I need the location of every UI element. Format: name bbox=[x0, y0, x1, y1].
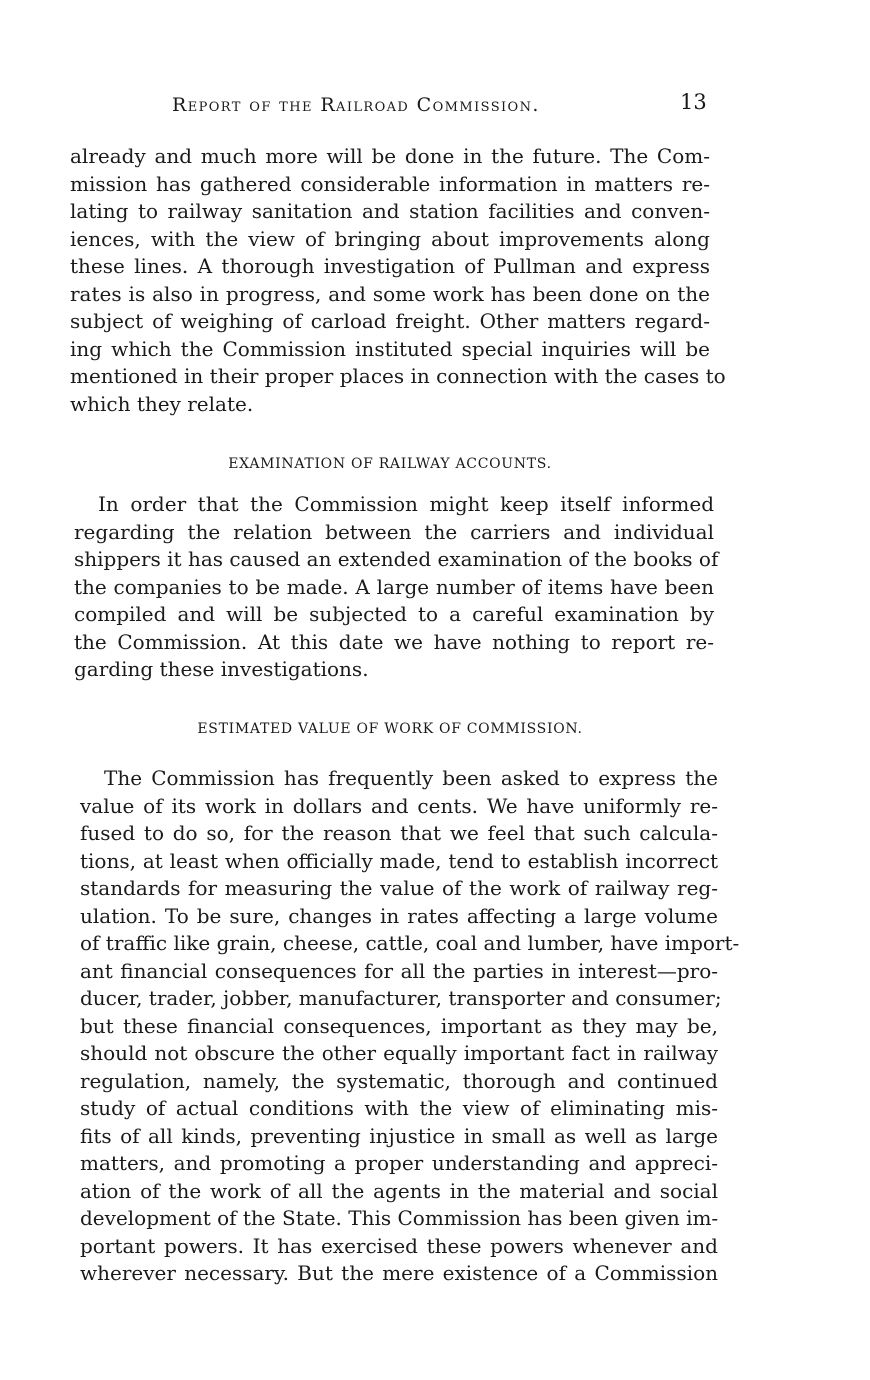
text-line: the companies to be made. A large number of items have been bbox=[74, 574, 714, 599]
paragraph-railway-accounts bbox=[74, 491, 719, 684]
text-line: fits of all kinds, preventing injustice in small as well as large bbox=[80, 1123, 718, 1148]
text-line: iences, with the view of bringing about improvements along bbox=[70, 226, 710, 251]
text-line: The Commission has frequently been asked to express the bbox=[104, 766, 718, 790]
text-line: regarding the relation between the carriers and individual bbox=[74, 519, 714, 544]
page-number: 13 bbox=[680, 90, 707, 114]
text-line: ducer, trader, jobber, manufacturer, transporter and consumer; bbox=[80, 986, 722, 1010]
text-line: should not obscure the other equally important fact in railway bbox=[80, 1041, 718, 1065]
text-line: matters, and promoting a proper understanding and appreci- bbox=[80, 1151, 718, 1175]
text-line: study of actual conditions with the view of eliminating mis- bbox=[80, 1096, 718, 1120]
text-line: fused to do so, for the reason that we feel that such calcula- bbox=[80, 821, 718, 845]
text-line: but these financial consequences, important as they may be, bbox=[80, 1013, 718, 1038]
text-line: the Commission. At this date we have nothing to report re- bbox=[74, 629, 714, 654]
paragraph-future-work bbox=[70, 143, 726, 418]
text-line: subject of weighing of carload freight. Other matters regard- bbox=[70, 309, 710, 333]
text-line: ing which the Commission instituted special inquiries will be bbox=[70, 336, 710, 361]
text-line: which they relate. bbox=[70, 391, 254, 416]
running-head-title: Report of the Railroad Commission. bbox=[172, 94, 540, 116]
text-line: compiled and will be subjected to a careful examination by bbox=[74, 602, 714, 626]
text-line: already and much more will be done in the future. The Com- bbox=[70, 144, 710, 168]
text-line: ulation. To be sure, changes in rates affecting a large volume bbox=[80, 903, 718, 928]
section-heading-estimated-value: ESTIMATED VALUE OF WORK OF COMMISSION. bbox=[197, 721, 583, 737]
text-line: of traffic like grain, cheese, cattle, coal and lumber, have import- bbox=[80, 931, 740, 955]
text-line: rates is also in progress, and some work has been done on the bbox=[70, 281, 710, 306]
text-line: ation of the work of all the agents in the material and social bbox=[80, 1178, 718, 1203]
text-line: regulation, namely, the systematic, thorough and continued bbox=[80, 1068, 718, 1093]
text-line: portant powers. It has exercised these powers whenever and bbox=[80, 1233, 718, 1258]
text-line: tions, at least when officially made, tend to establish incorrect bbox=[80, 848, 718, 873]
text-line: standards for measuring the value of the work of railway reg- bbox=[80, 876, 718, 900]
paragraph-estimated-value bbox=[80, 765, 740, 1288]
text-line: ant financial consequences for all the parties in interest—pro- bbox=[80, 958, 718, 983]
text-line: In order that the Commission might keep itself informed bbox=[98, 492, 714, 516]
text-line: lating to railway sanitation and station facilities and conven- bbox=[70, 199, 710, 223]
text-line: mission has gathered considerable information in matters re- bbox=[70, 171, 710, 196]
text-line: shippers it has caused an extended examination of the books of bbox=[74, 547, 719, 571]
text-line: value of its work in dollars and cents. We have uniformly re- bbox=[80, 793, 718, 818]
section-heading-railway-accounts: EXAMINATION OF RAILWAY ACCOUNTS. bbox=[228, 456, 552, 472]
text-line: garding these investigations. bbox=[74, 657, 369, 681]
text-line: development of the State. This Commission has been given im- bbox=[80, 1206, 719, 1230]
text-line: wherever necessary. But the mere existence of a Commission bbox=[80, 1261, 718, 1285]
text-line: these lines. A thorough investigation of Pullman and express bbox=[70, 254, 710, 278]
text-line: mentioned in their proper places in connection with the cases to bbox=[70, 364, 726, 388]
